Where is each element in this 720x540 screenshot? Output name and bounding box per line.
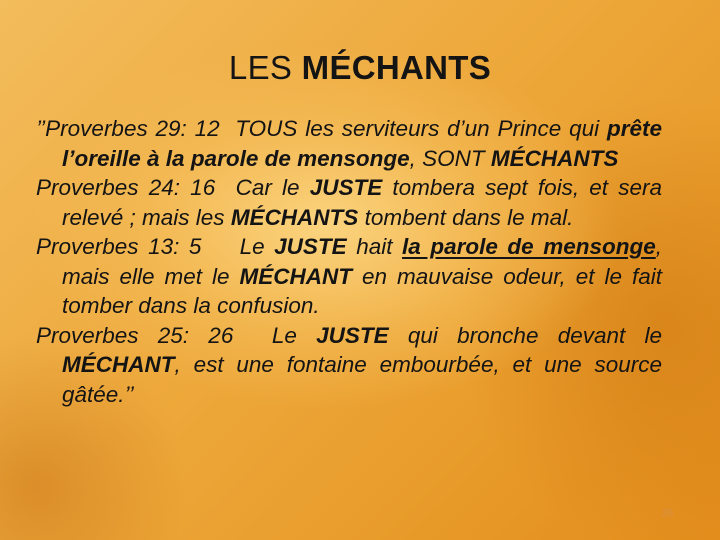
slide-number: 26 <box>662 508 674 519</box>
verse-text: , SONT <box>409 145 491 171</box>
verse-reference: ’’Proverbes 29: 12 <box>36 116 220 141</box>
verse-list <box>36 114 662 409</box>
verse-keyword: MÉCHANT <box>239 263 352 289</box>
verse-emphasis: prête l’oreille à la parole de mensonge <box>62 116 662 171</box>
verse-text: tombent dans le mal. <box>358 204 574 230</box>
verse-text: qui bronche devant le <box>388 322 662 348</box>
slide-title <box>0 48 720 88</box>
verse-reference: Proverbes 24: 16 <box>36 175 216 200</box>
verse-proverbs-13-5 <box>36 232 662 321</box>
verse-text: Le <box>271 322 317 348</box>
verse-keyword: MÉCHANTS <box>490 145 619 171</box>
verse-text: tombera sept fois, et sera relevé ; mais les <box>62 175 662 230</box>
verse-keyword: JUSTE <box>316 322 389 348</box>
verse-text: TOUS les serviteurs d’un Prince qui <box>235 116 607 141</box>
verse-underlined-phrase: la parole de mensonge <box>402 234 656 259</box>
verse-text: Le <box>239 234 275 259</box>
slide-title-prefix: LES <box>228 49 302 86</box>
verse-text: hait <box>346 234 403 259</box>
verse-text: , est une fontaine embourbée, et une source gâtée.’’ <box>62 352 662 407</box>
verse-keyword: MÉCHANTS <box>230 204 359 230</box>
verse-keyword: JUSTE <box>274 234 347 259</box>
verse-text: , mais elle met le <box>62 234 662 289</box>
verse-keyword: JUSTE <box>309 175 383 200</box>
verse-reference: Proverbes 13: 5 <box>36 234 202 259</box>
verse-text: en mauvaise odeur, et le fait tomber dans la confusion. <box>62 263 662 318</box>
verse-keyword: MÉCHANT <box>62 352 175 377</box>
verse-proverbs-24-16 <box>36 173 662 232</box>
verse-proverbs-25-26 <box>36 321 662 410</box>
slide-title-keyword: MÉCHANTS <box>301 49 492 86</box>
verse-proverbs-29-12 <box>36 114 662 173</box>
verse-reference: Proverbes 25: 26 <box>36 322 234 348</box>
verse-text: Car le <box>235 175 310 200</box>
